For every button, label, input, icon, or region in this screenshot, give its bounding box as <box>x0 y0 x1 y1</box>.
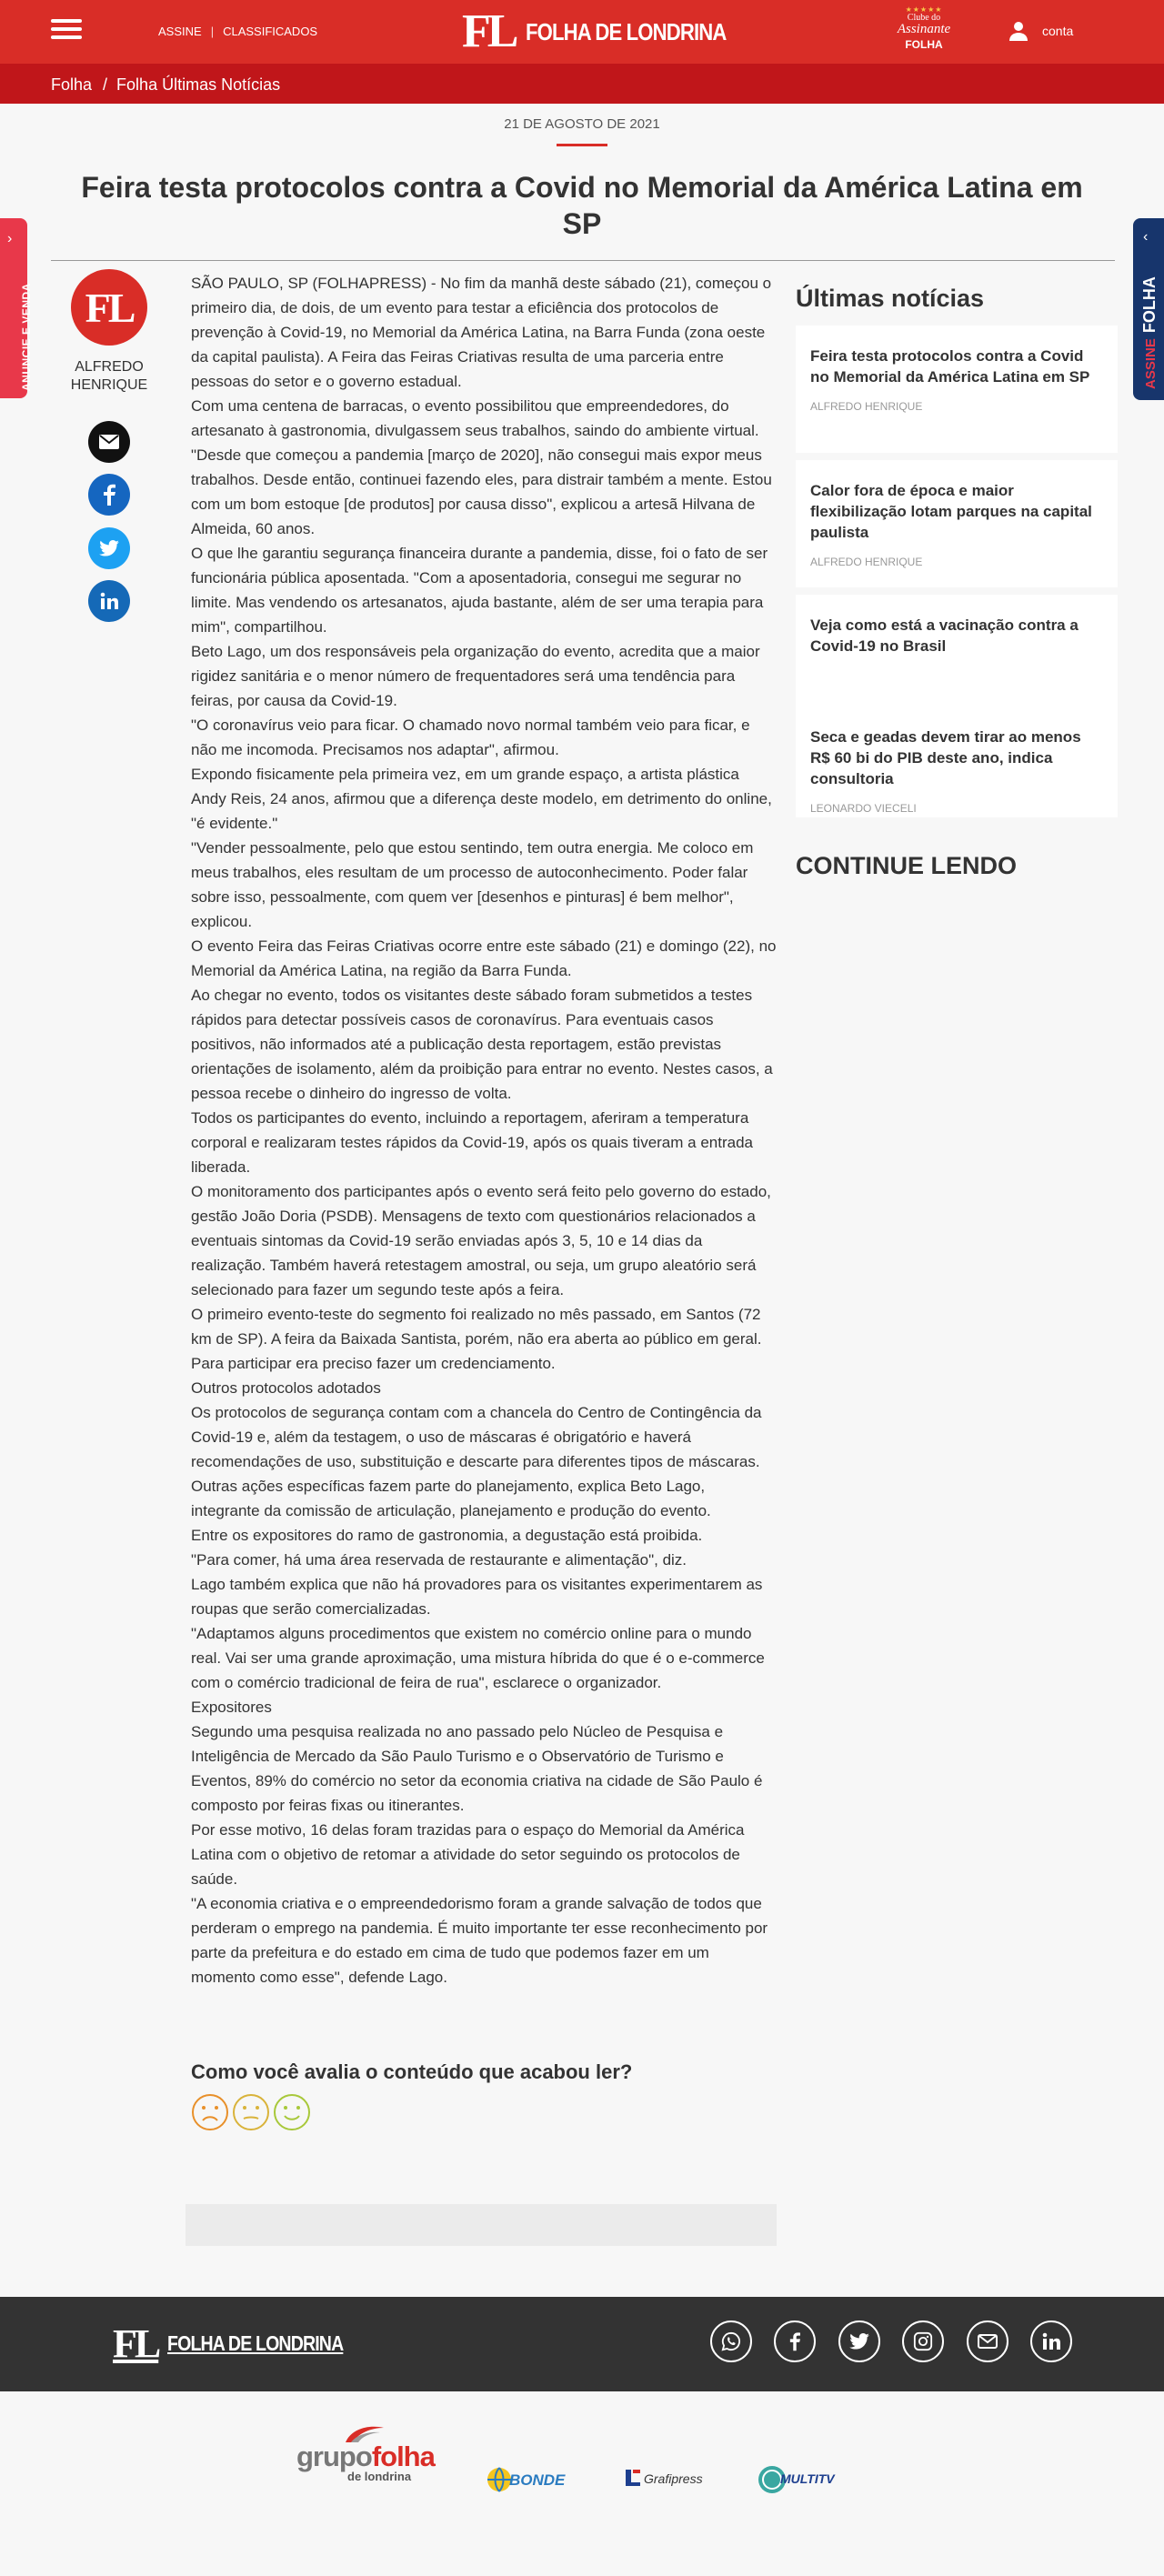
neutral-face-icon[interactable] <box>232 2093 270 2131</box>
chevron-left-icon: ‹ <box>1143 229 1149 245</box>
page-title: Feira testa protocolos contra a Covid no Memorial da América Latina em SP <box>81 171 1083 240</box>
share-twitter-button[interactable] <box>88 527 130 569</box>
chevron-right-icon: › <box>7 231 13 246</box>
latest-news-author: ALFREDO HENRIQUE <box>810 400 923 413</box>
logo-mark: FL <box>462 5 516 57</box>
article-paragraph: "Desde que começou a pandemia [março de 2020], não consegui mais expor meus trabalhos. Desde então, continuei fazendo eles, para distrair também a mente. Estou com um bom estoque [de produtos] por causa disso", explicou a artesã Hilvana de Almeida, 60 anos. <box>191 446 772 537</box>
latest-news-title: Feira testa protocolos contra a Covid no Memorial da América Latina em SP <box>810 347 1090 386</box>
latest-news-item[interactable] <box>796 595 1118 711</box>
top-header <box>0 0 1164 64</box>
account-label: conta <box>1042 24 1074 38</box>
facebook-icon <box>103 484 115 506</box>
article-paragraph: Expondo fisicamente pela primeira vez, em um grande espaço, a artista plástica Andy Reis, 24 anos, afirmou que a diferença deste modelo, em detrimento do online, "é evidente." <box>191 766 772 832</box>
share-linkedin-button[interactable] <box>88 580 130 622</box>
footer-instagram-button[interactable] <box>902 2320 944 2362</box>
article-paragraph: Segundo uma pesquisa realizada no ano passado pelo Núcleo de Pesquisa e Inteligência de Mercado da São Paulo Turismo e o Observatório de Turismo e Eventos, 89% do comércio no setor da economia criativa na cidade de São Paulo é composto por feiras fixas ou itinerantes. <box>191 1723 763 1814</box>
email-icon <box>978 2334 998 2349</box>
article-paragraph: Todos os participantes do evento, incluindo a reportagem, aferiram a temperatura corporal e realizaram testes rápidos da Covid-19, após os quais tiveram a entrada liberada. <box>191 1109 753 1176</box>
article-paragraph: Ao chegar no evento, todos os visitantes deste sábado foram submetidos a testes rápidos para detectar possíveis casos de coronavírus. Para eventuais casos positivos, não informados até a publicação desta reportagem, estão previstas orientações de isolamento, além da proibição para entrar no evento. Nestes casos, a pessoa recebe o dinheiro do ingresso de volta. <box>191 987 773 1102</box>
account-button[interactable] <box>1008 20 1073 42</box>
article-paragraph: "A economia criativa e o empreendedorismo foram a grande salvação de todos que perderam o emprego na pandemia. É muito importante ter esse reconhecimento por parte da prefeitura e do estado em cima de tudo que podemos fazer em um momento como esse", defende Lago. <box>191 1895 768 1986</box>
article-paragraph: Entre os expositores do ramo de gastronomia, a degustação está proibida. <box>191 1527 703 1544</box>
rating-question: Como você avalia o conteúdo que acabou ler? <box>191 2060 633 2083</box>
footer-facebook-button[interactable] <box>774 2320 816 2362</box>
avatar: FL <box>71 269 147 346</box>
grupo-folha-word1: grupo <box>296 2441 372 2472</box>
clube-line1: Clube do <box>907 13 941 23</box>
anuncie-venda-tab[interactable] <box>0 218 33 398</box>
site-logo[interactable] <box>462 7 762 56</box>
breadcrumb-folha[interactable]: Folha <box>51 75 93 94</box>
grupo-folha-word3: de londrina <box>347 2470 412 2483</box>
menu-icon[interactable] <box>51 19 82 43</box>
article-paragraph: SÃO PAULO, SP (FOLHAPRESS) - No fim da manhã deste sábado (21), começou o primeiro dia, de dois, de um evento para testar a eficiência dos protocolos de prevenção à Covid-19, no Memorial da América Latina, na Barra Funda (zona oeste da capital paulista). A Feira das Feiras Criativas resulta de uma parceria entre pessoas do setor e o governo estadual. <box>191 275 772 390</box>
title-divider <box>51 260 1115 261</box>
whatsapp-icon <box>721 2331 741 2351</box>
happy-face-icon[interactable] <box>273 2093 311 2131</box>
sad-face-icon[interactable] <box>191 2093 229 2131</box>
article-paragraph: "Vender pessoalmente, pelo que estou sentindo, tem outra energia. Me coloco em meus trabalhos, eles resultam de um processo de autoconhecimento. Poder falar sobre isso, pessoalmente, com quem ver [desenhos e pinturas] é bem melhor", explicou. <box>191 839 754 930</box>
bonde-logo[interactable] <box>486 2466 584 2493</box>
footer-logo[interactable] <box>113 2320 375 2367</box>
assine-label: ASSINE <box>1143 338 1159 389</box>
breadcrumb <box>0 64 1164 104</box>
twitter-icon <box>849 2333 869 2350</box>
partner-brands <box>0 2391 1164 2576</box>
article-paragraph: Beto Lago, um dos responsáveis pela organização do evento, acredita que a maior rigidez sanitária e o menor número de frequentadores será uma tendência para feiras, por causa da Covid-19. <box>191 643 760 709</box>
article-paragraph: Os protocolos de segurança contam com a chancela do Centro de Contingência da Covid-19 e, além da testagem, o uso de máscaras é obrigatório e haverá recomendações de uso, substituição e descarte para diferentes tipos de máscaras. <box>191 1404 762 1470</box>
latest-news-item[interactable] <box>796 326 1118 453</box>
footer-linkedin-button[interactable] <box>1030 2320 1072 2362</box>
top-nav <box>158 25 317 38</box>
folha-label: FOLHA <box>1140 276 1159 334</box>
article-date: 21 DE AGOSTO DE 2021 <box>504 116 660 132</box>
article-subheading: Expositores <box>191 1699 272 1716</box>
twitter-icon <box>99 540 119 556</box>
multitv-logo[interactable] <box>757 2464 853 2495</box>
date-divider <box>557 144 607 146</box>
grafipress-mark-icon <box>624 2468 642 2488</box>
latest-news-title: Calor fora de época e maior flexibilização lotam parques na capital paulista <box>810 482 1092 541</box>
grupo-folha-logo[interactable] <box>296 2424 438 2482</box>
share-email-button[interactable] <box>88 421 130 463</box>
bonde-label: BONDE <box>509 2471 566 2489</box>
footer-twitter-button[interactable] <box>838 2320 880 2362</box>
nav-assine-link[interactable]: ASSINE <box>158 25 202 38</box>
grupo-folha-word2: folha <box>371 2441 435 2472</box>
share-facebook-button[interactable] <box>88 474 130 516</box>
linkedin-icon <box>1042 2332 1060 2350</box>
article-paragraph: O monitoramento dos participantes após o evento será feito pelo governo do estado, gestão João Doria (PSDB). Mensagens de texto com questionários relacionados a eventuais sintomas da Covid-19 serão enviadas após 3, 5, 10 e 14 dias da realização. Também haverá retestagem amostral, ou seja, um grupo aleatório será selecionado para fazer um segundo teste após a feira. <box>191 1183 771 1298</box>
article-paragraph: O que lhe garantiu segurança financeira durante a pandemia, disse, foi o fato de ser funcionária pública aposentada. "Com a aposentadoria, consegui me segurar no limite. Mas vendendo os artesanatos, ajuda bastante, além de ser uma terapia para mim", compartilhou. <box>191 545 768 636</box>
article-paragraph: Com uma centena de barracas, o evento possibilitou que empreendedores, do artesanato à gastronomia, divulgassem seus trabalhos, saindo do ambiente virtual. <box>191 397 759 439</box>
latest-news-title: Seca e geadas devem tirar ao menos R$ 60 bi do PIB deste ano, indica consultoria <box>810 728 1081 787</box>
article-paragraph: "Adaptamos alguns procedimentos que existem no comércio online para o mundo real. Vai ser uma grande aproximação, uma mistura híbrida do que é o e-commerce com o comércio tradicional de feira de rua", esclarece o organizador. <box>191 1625 765 1691</box>
latest-news-author: LEONARDO VIECELI <box>810 802 917 815</box>
multitv-label: MULTITV <box>780 2471 835 2486</box>
nav-separator: | <box>210 25 215 38</box>
breadcrumb-ultimas[interactable]: Folha Últimas Notícias <box>116 75 281 94</box>
facebook-icon <box>789 2331 800 2351</box>
article-paragraph: O evento Feira das Feiras Criativas ocorre entre este sábado (21) e domingo (22), no Memorial da América Latina, na região da Barra Funda. <box>191 937 777 979</box>
clube-line3: FOLHA <box>905 38 943 51</box>
linkedin-icon <box>100 592 118 610</box>
article-subheading: Outros protocolos adotados <box>191 1379 381 1397</box>
article-paragraph: "Para comer, há uma área reservada de restaurante e alimentação", diz. <box>191 1551 687 1569</box>
latest-news-item[interactable] <box>796 460 1118 587</box>
latest-news-author: ALFREDO HENRIQUE <box>810 556 923 568</box>
clube-assinante-badge[interactable] <box>888 5 960 51</box>
nav-classificados-link[interactable]: CLASSIFICADOS <box>223 25 318 38</box>
footer-logo-name: FOLHA DE LONDRINA <box>167 2331 344 2355</box>
breadcrumb-separator: / <box>103 75 108 94</box>
author-block <box>51 269 167 395</box>
article-paragraph: Por esse motivo, 16 delas foram trazidas para o espaço do Memorial da América Latina com o objetivo de retomar a atividade do setor seguindo os protocolos de saúde. <box>191 1821 745 1888</box>
user-icon <box>1008 20 1029 42</box>
rating-faces <box>191 2093 314 2131</box>
assine-folha-tab[interactable] <box>1133 218 1164 400</box>
stars-icon: ★★★★★ <box>905 5 943 14</box>
article-body <box>191 271 777 1990</box>
anuncie-venda-label: ANUNCIE E VENDA <box>20 283 33 391</box>
instagram-icon <box>913 2331 933 2351</box>
continue-reading-heading: CONTINUE LENDO <box>796 852 1017 879</box>
grafipress-label: Grafipress <box>644 2471 703 2486</box>
latest-news-title: Veja como está a vacinação contra a Covid-19 no Brasil <box>810 616 1079 655</box>
article-paragraph: Lago também explica que não há provadores para os visitantes experimentarem as roupas que serão comercializadas. <box>191 1576 763 1618</box>
ad-placeholder <box>186 2204 777 2246</box>
author-name: ALFREDO HENRIQUE <box>70 359 148 393</box>
article-paragraph: O primeiro evento-teste do segmento foi realizado no mês passado, em Santos (72 km de SP). A feira da Baixada Santista, porém, não era aberta ao público em geral. Para participar era preciso fazer um credenciamento. <box>191 1306 762 1372</box>
grafipress-logo[interactable] <box>624 2466 718 2493</box>
latest-news-item[interactable] <box>796 707 1118 817</box>
article-paragraph: Outras ações específicas fazem parte do planejamento, explica Beto Lago, integrante da comissão de articulação, planejamento e produção do evento. <box>191 1478 711 1519</box>
clube-line2: Assinante <box>897 22 951 36</box>
footer-logo-mark: FL <box>113 2321 159 2366</box>
sidebar-title: Últimas notícias <box>796 285 985 312</box>
email-icon <box>99 435 119 449</box>
footer-email-button[interactable] <box>967 2320 1008 2362</box>
logo-name: FOLHA DE LONDRINA <box>526 17 727 45</box>
footer-whatsapp-button[interactable] <box>710 2320 752 2362</box>
article-paragraph: "O coronavírus veio para ficar. O chamado novo normal também veio para ficar, e não me incomoda. Precisamos nos adaptar", afirmou. <box>191 717 750 758</box>
